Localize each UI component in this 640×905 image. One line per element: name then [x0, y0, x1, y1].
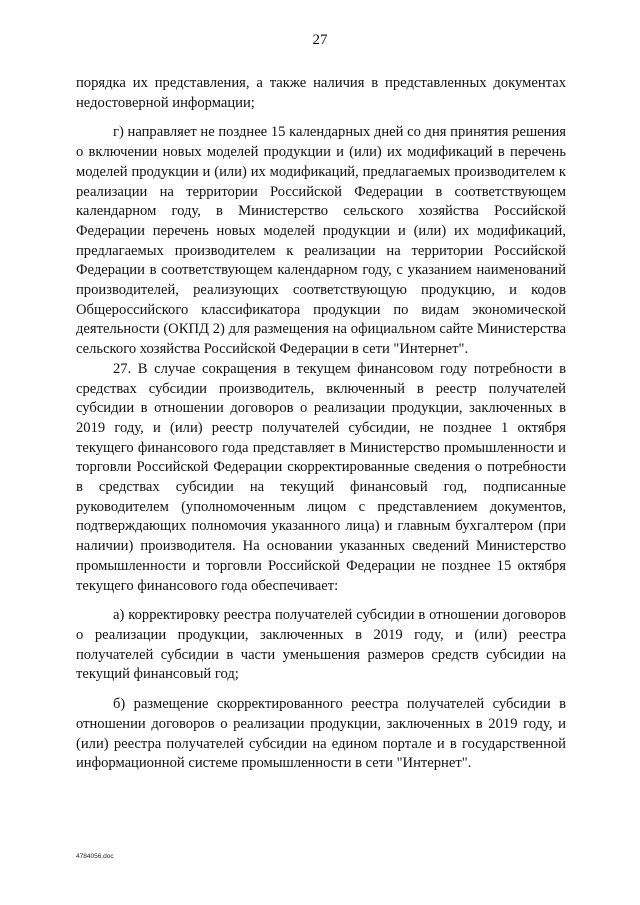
- paragraph-continuation: порядка их представления, а также наличия в представленных документах недостоверной информации;: [76, 75, 566, 111]
- paragraph-item-a: а) корректировку реестра получателей субсидии в отношении договоров о реализации продукции, заключенных в 2019 году, и (или) реестра получателей субсидии в части уменьшения размеров средств субсидии на текущий финансовый год;: [76, 607, 566, 683]
- document-body: [76, 74, 566, 774]
- document-footer-filename: 4784056.doc: [76, 853, 114, 860]
- paragraph-item-b: б) размещение скорректированного реестра получателей субсидии в отношении договоров о реализации продукции, заключенных в 2019 году, и (или) реестра получателей субсидии на едином портале и в государственной информационной системе промышленности в сети "Интернет".: [76, 696, 566, 772]
- page-number: 27: [312, 32, 328, 48]
- paragraph-item-g: г) направляет не позднее 15 календарных дней со дня принятия решения о включении новых моделей продукции и (или) их модификаций в перечень моделей продукции и (или) их модификаций, предлагаемых производителем к реализации на территории Российской Федерации в соответствующем календарном году, в Министерство сельского хозяйства Российской Федерации перечень новых моделей продукции и (или) их модификаций, предлагаемых производителем к реализации на территории Российской Федерации в соответствующем календарном году, с указанием наименований производителей, реализующих соответствующую продукцию, и кодов Общероссийского классификатора продукции по видам экономической деятельности (ОКПД 2) для размещения на официальном сайте Министерства сельского хозяйства Российской Федерации в сети "Интернет".: [76, 124, 566, 358]
- paragraph-section-27: 27. В случае сокращения в текущем финансовом году потребности в средствах субсидии производитель, включенный в реестр получателей субсидии в отношении договоров о реализации продукции, заключенных в 2019 году, и (или) реестр получателей субсидии, не позднее 1 октября текущего финансового года представляет в Министерство промышленности и торговли Российской Федерации скорректированные сведения о потребности в средствах субсидии на текущий финансовый год, подписанные руководителем (уполномоченным лицом с представлением документов, подтверждающих полномочия указанного лица) и главным бухгалтером (при наличии) производителя. На основании указанных сведений Министерство промышленности и торговли Российской Федерации не позднее 15 октября текущего финансового года обеспечивает:: [76, 360, 566, 594]
